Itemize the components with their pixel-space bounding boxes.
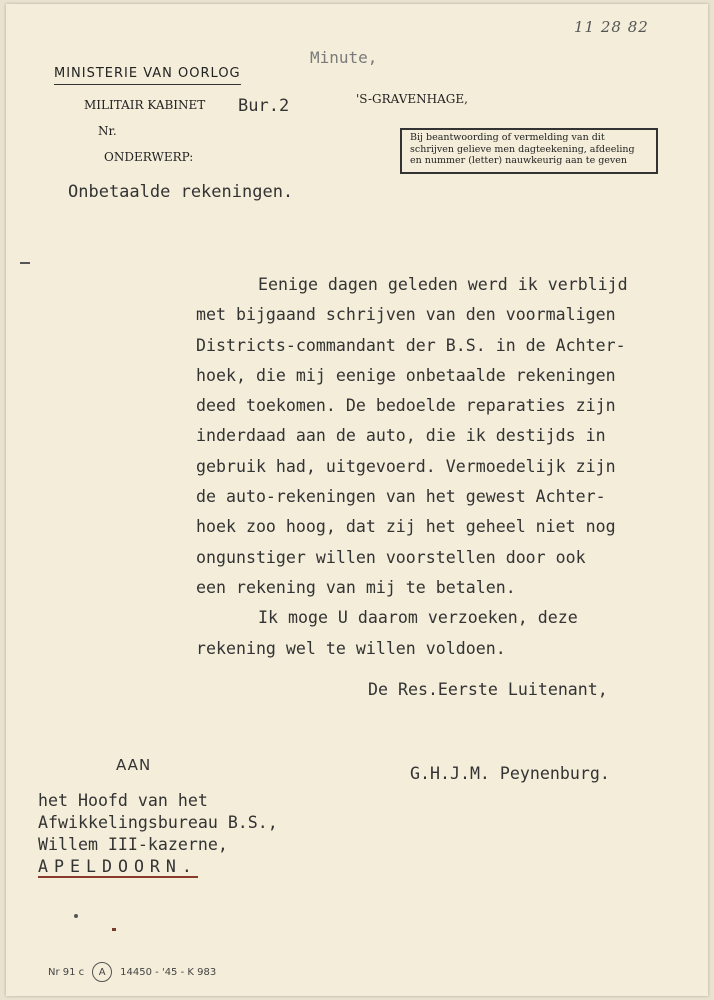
body-line: Ik moge U daarom verzoeken, deze: [258, 608, 578, 628]
recipient-city: APELDOORN.: [38, 857, 198, 876]
notice-line: Bij beantwoording of vermelding van dit: [410, 132, 605, 143]
address-line: het Hoofd van het: [38, 791, 208, 810]
body-line: Eenige dagen geleden werd ik verblijd: [258, 275, 628, 294]
address-line: Afwikkelingsbureau B.S.,: [38, 813, 278, 832]
body-line: Districts-commandant der B.S. in de Achter-: [196, 335, 626, 355]
notice-line: en nummer (letter) nauwkeurig aan te geven: [410, 155, 628, 166]
aan-label: AAN: [116, 756, 152, 774]
letter-body: [196, 270, 628, 664]
printer-stamp-icon: A: [92, 962, 112, 982]
body-line: de auto-rekeningen van het gewest Achter-: [196, 487, 606, 507]
letter-subject: Onbetaalde rekeningen.: [68, 182, 294, 202]
body-line: rekening wel te willen voldoen.: [196, 638, 506, 658]
margin-mark: [20, 262, 30, 264]
closing-rank: De Res.Eerste Luitenant,: [368, 680, 608, 699]
ministry-letterhead: MINISTERIE VAN OORLOG: [54, 66, 241, 85]
print-footer: [48, 962, 216, 982]
handwritten-archive-number: 11 28 82: [574, 18, 649, 36]
city-header: 'S-GRAVENHAGE,: [356, 92, 468, 106]
bureau-code: Bur.2: [238, 96, 290, 116]
kabinet-label: MILITAIR KABINET: [84, 98, 206, 112]
recipient-address: [38, 790, 278, 878]
body-line: hoek zoo hoog, dat zij het geheel niet nog: [196, 517, 616, 537]
signer-name: G.H.J.M. Peynenburg.: [410, 764, 610, 783]
margin-mark: [112, 928, 116, 931]
print-code: 14450 - '45 - K 983: [120, 966, 217, 978]
body-line: gebruik had, uitgevoerd. Vermoedelijk zijn: [196, 456, 616, 476]
nr-label: Nr.: [98, 124, 117, 138]
notice-line: schrijven gelieve men dagteekening, afdeeling: [410, 143, 635, 155]
body-line: ongunstiger willen voorstellen door ook: [196, 547, 586, 567]
body-line: deed toekomen. De bedoelde reparaties zijn: [196, 396, 616, 416]
body-line: inderdaad aan de auto, die ik destijds in: [196, 426, 606, 446]
body-line: met bijgaand schrijven van den voormaligen: [196, 305, 616, 325]
address-line: Willem III-kazerne,: [38, 835, 228, 854]
minute-label: Minute,: [310, 48, 378, 67]
form-number: Nr 91 c: [48, 966, 85, 978]
onderwerp-label: ONDERWERP:: [104, 150, 194, 164]
letter-sheet: [6, 4, 708, 996]
margin-mark: [74, 914, 78, 918]
body-line: een rekening van mij te betalen.: [196, 577, 516, 597]
reply-notice-box: [400, 128, 658, 174]
body-line: hoek, die mij eenige onbetaalde rekeningen: [196, 365, 616, 385]
